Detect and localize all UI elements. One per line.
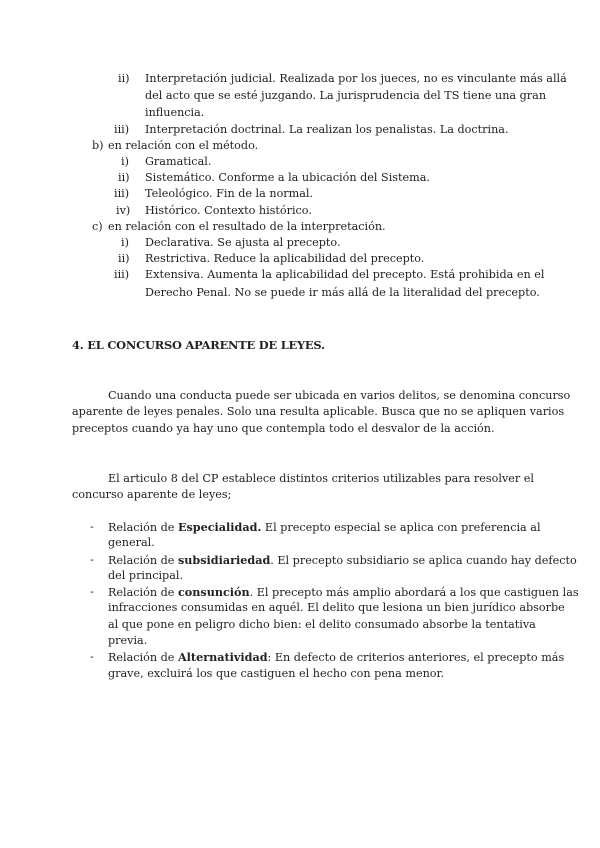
paragraph-line: Cuando una conducta puede ser ubicada en varios delitos, se denomina concurso <box>108 389 571 402</box>
list-item-text: Restrictiva. Reduce la aplicabilidad del precepto. <box>145 252 425 265</box>
list-item-text: influencia. <box>145 106 205 119</box>
list-marker: c) <box>92 220 103 233</box>
bullet-item-continuation: infracciones consumidas en aquél. El delito que lesiona un bien jurídico absorbe <box>108 601 565 614</box>
bullet-keyword: Alternatividad <box>177 650 268 664</box>
list-marker: iv) <box>116 204 131 217</box>
list-item-text: Histórico. Contexto histórico. <box>145 204 312 217</box>
list-marker: ii) <box>118 252 130 265</box>
list-marker: i) <box>121 155 129 168</box>
list-marker: b) <box>92 139 104 152</box>
list-item-text: Interpretación judicial. Realizada por los jueces, no es vinculante más allá <box>145 72 567 85</box>
list-group-label: en relación con el resultado de la interpretación. <box>108 220 386 233</box>
bullet-keyword: subsidiariedad <box>177 553 271 567</box>
section-heading: 4. EL CONCURSO APARENTE DE LEYES. <box>72 338 325 352</box>
list-item-text: Extensiva. Aumenta la aplicabilidad del precepto. Está prohibida en el <box>145 268 545 281</box>
list-item-text: Derecho Penal. No se puede ir más allá de la literalidad del precepto. <box>145 286 540 299</box>
bullet-marker: - <box>90 553 94 566</box>
list-item-text: del acto que se esté juzgando. La jurisprudencia del TS tiene una gran <box>145 89 547 102</box>
bullet-item: Relación de Alternatividad: En defecto de criterios anteriores, el precepto más <box>108 650 565 664</box>
list-item-text: Sistemático. Conforme a la ubicación del Sistema. <box>145 171 430 184</box>
bullet-item: Relación de subsidiariedad. El precepto subsidiario se aplica cuando hay defecto <box>108 553 577 567</box>
bullet-marker: - <box>90 650 94 663</box>
bullet-keyword: consunción <box>177 585 250 599</box>
bullet-item: Relación de Especialidad. El precepto especial se aplica con preferencia al <box>108 520 541 534</box>
paragraph-line: aparente de leyes penales. Solo una resulta aplicable. Busca que no se apliquen varios <box>72 405 565 418</box>
list-group-label: en relación con el método. <box>108 139 259 152</box>
bullet-marker: - <box>90 520 94 533</box>
list-marker: ii) <box>118 72 130 85</box>
bullet-item: Relación de consunción. El precepto más amplio abordará a los que castiguen las <box>108 585 579 599</box>
paragraph-line: El articulo 8 del CP establece distintos criterios utilizables para resolver el <box>108 472 534 485</box>
list-marker: iii) <box>114 123 130 136</box>
bullet-item-continuation: al que pone en peligro dicho bien: el delito consumado absorbe la tentativa <box>108 618 536 631</box>
list-marker: iii) <box>114 268 130 281</box>
list-item-text: Teleológico. Fin de la normal. <box>145 187 314 200</box>
paragraph-line: preceptos cuando ya hay uno que contempla todo el desvalor de la acción. <box>72 422 495 435</box>
bullet-item-continuation: previa. <box>108 634 148 647</box>
list-marker: i) <box>121 236 129 249</box>
list-marker: iii) <box>114 187 130 200</box>
bullet-keyword: Especialidad. <box>177 520 262 534</box>
list-item-text: Interpretación doctrinal. La realizan los penalistas. La doctrina. <box>145 123 509 136</box>
list-marker: ii) <box>118 171 130 184</box>
bullet-item-continuation: general. <box>108 536 155 549</box>
list-item-text: Gramatical. <box>145 155 212 168</box>
bullet-item-continuation: del principal. <box>108 569 184 582</box>
list-item-text: Declarativa. Se ajusta al precepto. <box>145 236 341 249</box>
bullet-marker: - <box>90 585 94 598</box>
bullet-item-continuation: grave, excluirá los que castiguen el hecho con pena menor. <box>108 667 445 680</box>
paragraph-line: concurso aparente de leyes; <box>72 488 232 501</box>
